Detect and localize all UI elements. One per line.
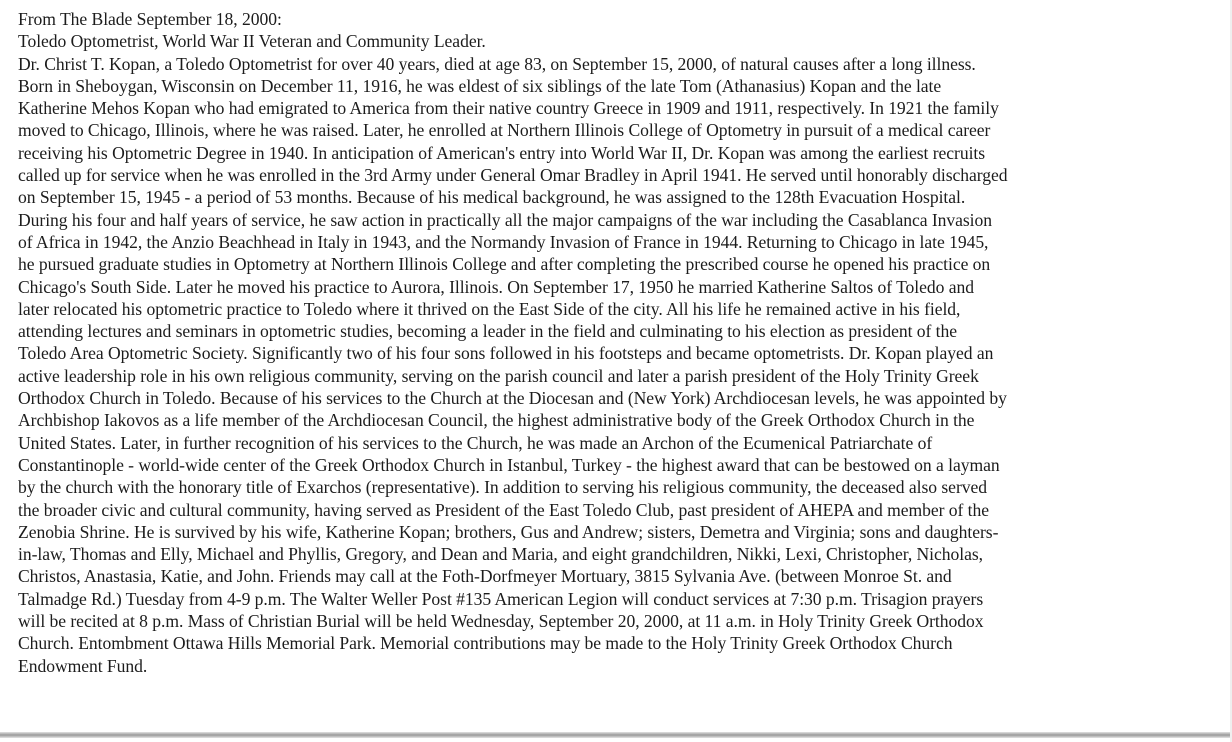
scan-bottom-edge — [0, 732, 1232, 738]
obituary-text — [18, 8, 1230, 677]
body-line: Christos, Anastasia, Katie, and John. Friends may call at the Foth-Dorfmeyer Mortuary, 3815 Sylvania Ave. (between Monroe St. and — [18, 566, 952, 587]
body-line: Chicago's South Side. Later he moved his practice to Aurora, Illinois. On September 17, 1950 he married Katherine Saltos of Toledo and — [18, 276, 975, 297]
body-line: Orthodox Church in Toledo. Because of his services to the Church at the Diocesan and (New York) Archdiocesan levels, he was appointed by — [18, 388, 1007, 409]
body-line: attending lectures and seminars in optometric studies, becoming a leader in the field and culminating to his election as president of the — [18, 321, 958, 342]
body-line: United States. Later, in further recognition of his services to the Church, he was made an Archon of the Ecumenical Patriarchate of — [18, 432, 933, 453]
body-line: in-law, Thomas and Elly, Michael and Phyllis, Gregory, and Dean and Maria, and eight grandchildren, Nikki, Lexi, Christopher, Nicholas, — [18, 544, 984, 565]
body-line: receiving his Optometric Degree in 1940. In anticipation of American's entry into World War II, Dr. Kopan was among the earliest recruits — [18, 142, 986, 163]
body-line: Church. Entombment Ottawa Hills Memorial Park. Memorial contributions may be made to the Holy Trinity Greek Orthodox Church — [18, 633, 953, 654]
body-line: Katherine Mehos Kopan who had emigrated to America from their native country Greece in 1909 and 1911, respectively. In 1921 the family — [18, 98, 999, 119]
body-line: Archbishop Iakovos as a life member of the Archdiocesan Council, the highest administrative body of the Greek Orthodox Church in the — [18, 410, 975, 431]
body-line: Constantinople - world-wide center of the Greek Orthodox Church in Istanbul, Turkey - the highest award that can be bestowed on a layman — [18, 454, 1000, 475]
body-line: active leadership role in his own religious community, serving on the parish council and later a parish president of the Holy Trinity Greek — [18, 365, 979, 386]
body-line: Endowment Fund. — [18, 655, 148, 676]
source-line: From The Blade September 18, 2000: — [18, 9, 282, 29]
body-line: later relocated his optometric practice to Toledo where it thrived on the East Side of the city. All his life he remained active in his field, — [18, 298, 961, 319]
body-line: will be recited at 8 p.m. Mass of Christian Burial will be held Wednesday, September 20, 2000, at 11 a.m. in Holy Trinity Greek Orthodox — [18, 611, 984, 632]
body-line: by the church with the honorary title of Exarchos (representative). In addition to serving his religious community, the deceased also served — [18, 477, 987, 498]
body-line: During his four and half years of service, he saw action in practically all the major campaigns of the war including the Casablanca Invasion — [18, 209, 993, 230]
body-line: on September 15, 1945 - a period of 53 months. Because of his medical background, he was assigned to the 128th Evacuation Hospital. — [18, 187, 966, 208]
body-line: Talmadge Rd.) Tuesday from 4-9 p.m. The Walter Weller Post #135 American Legion will conduct services at 7:30 p.m. Trisagion prayers — [18, 588, 984, 609]
body-line: Dr. Christ T. Kopan, a Toledo Optometrist for over 40 years, died at age 83, on September 15, 2000, of natural causes after a long illness. — [18, 53, 976, 74]
body-line: Born in Sheboygan, Wisconsin on December 11, 1916, he was eldest of six siblings of the late Tom (Athanasius) Kopan and the late — [18, 75, 942, 96]
body-line: he pursued graduate studies in Optometry at Northern Illinois College and after completing the prescribed course he opened his practice on — [18, 254, 991, 275]
headline: Toledo Optometrist, World War II Veteran and Community Leader. — [18, 31, 486, 52]
body-line: called up for service when he was enrolled in the 3rd Army under General Omar Bradley in April 1941. He served until honorably discharged — [18, 165, 1008, 186]
body-line: of Africa in 1942, the Anzio Beachhead in Italy in 1943, and the Normandy Invasion of France in 1944. Returning to Chicago in late 1945, — [18, 231, 989, 252]
body-line: the broader civic and cultural community, having served as President of the East Toledo Club, past president of AHEPA and member of the — [18, 499, 990, 520]
body-line: moved to Chicago, Illinois, where he was raised. Later, he enrolled at Northern Illinois College of Optometry in pursuit of a medical career — [18, 120, 991, 141]
body-line: Zenobia Shrine. He is survived by his wife, Katherine Kopan; brothers, Gus and Andrew; sisters, Demetra and Virginia; sons and daughters- — [18, 521, 999, 542]
body-line: Toledo Area Optometric Society. Significantly two of his four sons followed in his footsteps and became optometrists. Dr. Kopan played an — [18, 343, 994, 364]
